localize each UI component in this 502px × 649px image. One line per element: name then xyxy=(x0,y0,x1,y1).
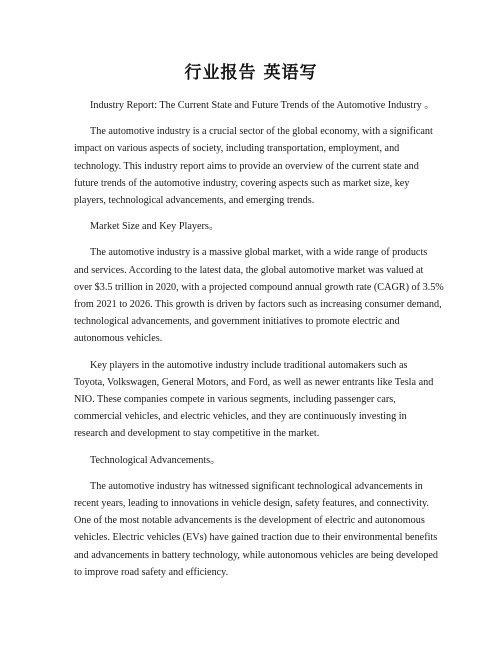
text-line: One of the most notable advancements is the development of electric and autonomous xyxy=(74,515,425,527)
paragraph-report-heading xyxy=(74,97,434,114)
text-line: Toyota, Volkswagen, General Motors, and Ford, as well as newer entrants like Tesla and xyxy=(74,376,434,388)
text-line: The automotive industry is a crucial sector of the global economy, with a significant xyxy=(90,126,433,138)
text-line: and services. According to the latest data, the global automotive market was valued at xyxy=(74,264,424,276)
paragraph-intro xyxy=(74,123,434,209)
section-heading-market xyxy=(74,218,434,235)
text-line: and advancements in battery technology, while autonomous vehicles are being developed xyxy=(74,549,438,561)
document-title: 行业报告 英语写 xyxy=(184,63,318,83)
section-heading-technology xyxy=(74,452,434,469)
text-line: Market Size and Key Players。 xyxy=(90,221,220,233)
text-line: commercial vehicles, and electric vehicles, and they are continuously investing in xyxy=(74,411,407,423)
text-line: over $3.5 trillion in 2020, with a projected compound annual growth rate (CAGR) of 3.5% xyxy=(74,281,444,293)
paragraph-market-size xyxy=(74,244,444,347)
paragraph-technology xyxy=(74,478,438,581)
text-line: research and development to stay competitive in the market. xyxy=(74,428,320,440)
text-line: The automotive industry has witnessed significant technological advancements in xyxy=(90,480,423,492)
text-line: technological advancements, and government initiatives to promote electric and xyxy=(74,316,400,328)
text-line: from 2021 to 2026. This growth is driven by factors such as increasing consumer demand, xyxy=(74,299,442,311)
text-line: NIO. These companies compete in various segments, including passenger cars, xyxy=(74,394,396,406)
document-body xyxy=(74,97,444,590)
text-line: impact on various aspects of society, including transportation, employment, and xyxy=(74,143,400,155)
text-line: players, technological advancements, and emerging trends. xyxy=(74,195,315,207)
text-line: The automotive industry is a massive global market, with a wide range of products xyxy=(90,247,428,259)
text-line: autonomous vehicles. xyxy=(74,333,163,345)
paragraph-key-players xyxy=(74,357,434,443)
text-line: future trends of the automotive industry, covering aspects such as market size, key xyxy=(74,177,410,189)
text-line: recent years, leading to innovations in vehicle design, safety features, and connectivity. xyxy=(74,498,429,510)
text-line: to improve road safety and efficiency. xyxy=(74,566,229,578)
text-line: technology. This industry report aims to provide an overview of the current state and xyxy=(74,160,419,172)
text-line: vehicles. Electric vehicles (EVs) have gained traction due to their environmental benefits xyxy=(74,532,438,544)
text-line: Industry Report: The Current State and Future Trends of the Automotive Industry 。 xyxy=(90,100,435,111)
text-line: Key players in the automotive industry include traditional automakers such as xyxy=(90,359,408,371)
text-line: Technological Advancements。 xyxy=(90,454,221,466)
